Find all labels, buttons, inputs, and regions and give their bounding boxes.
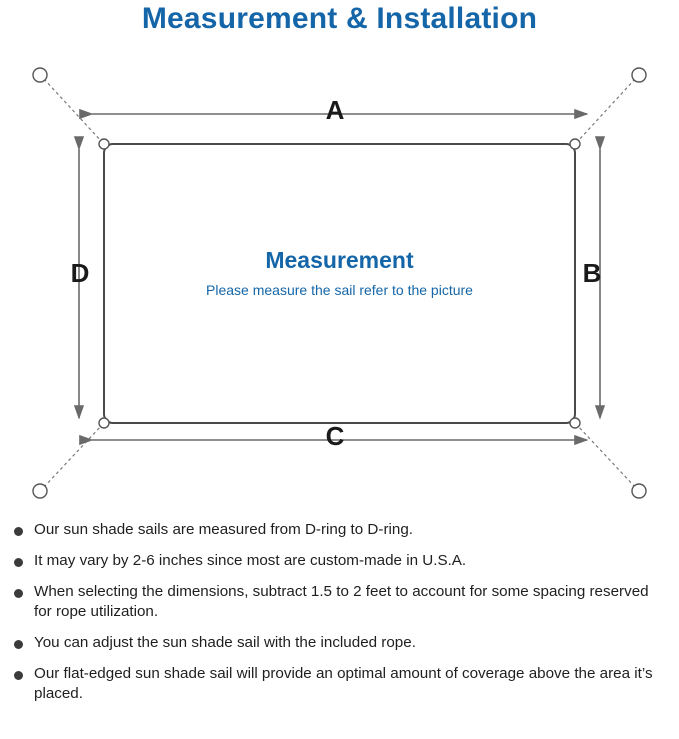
dimension-label-top: A — [325, 95, 345, 125]
note-text: Our sun shade sails are measured from D-ring to D-ring. — [34, 521, 413, 538]
bullet-icon — [14, 671, 23, 680]
list-item — [14, 551, 665, 571]
dimension-label-left: D — [70, 258, 90, 288]
notes-list — [0, 520, 679, 715]
bullet-icon — [14, 640, 23, 649]
list-item — [14, 664, 665, 704]
bullet-icon — [14, 589, 23, 598]
measurement-heading: Measurement — [265, 247, 414, 273]
bullet-icon — [14, 558, 23, 567]
list-item — [14, 582, 665, 622]
note-text: When selecting the dimensions, subtract 1.5 to 2 feet to account for some spacing reserved for rope utilization. — [34, 583, 649, 620]
measurement-subtext: Please measure the sail refer to the picture — [206, 282, 473, 298]
list-item — [14, 520, 665, 540]
list-item — [14, 633, 665, 653]
dimension-label-bottom: C — [325, 421, 345, 451]
measurement-diagram — [0, 50, 679, 510]
page-title: Measurement & Installation — [141, 2, 538, 35]
note-text: It may vary by 2-6 inches since most are custom-made in U.S.A. — [34, 552, 467, 569]
dimension-label-right: B — [582, 258, 602, 288]
note-text: Our flat-edged sun shade sail will provide an optimal amount of coverage above the area it’s placed. — [34, 665, 653, 702]
bullet-icon — [14, 527, 23, 536]
note-text: You can adjust the sun shade sail with the included rope. — [34, 634, 416, 651]
